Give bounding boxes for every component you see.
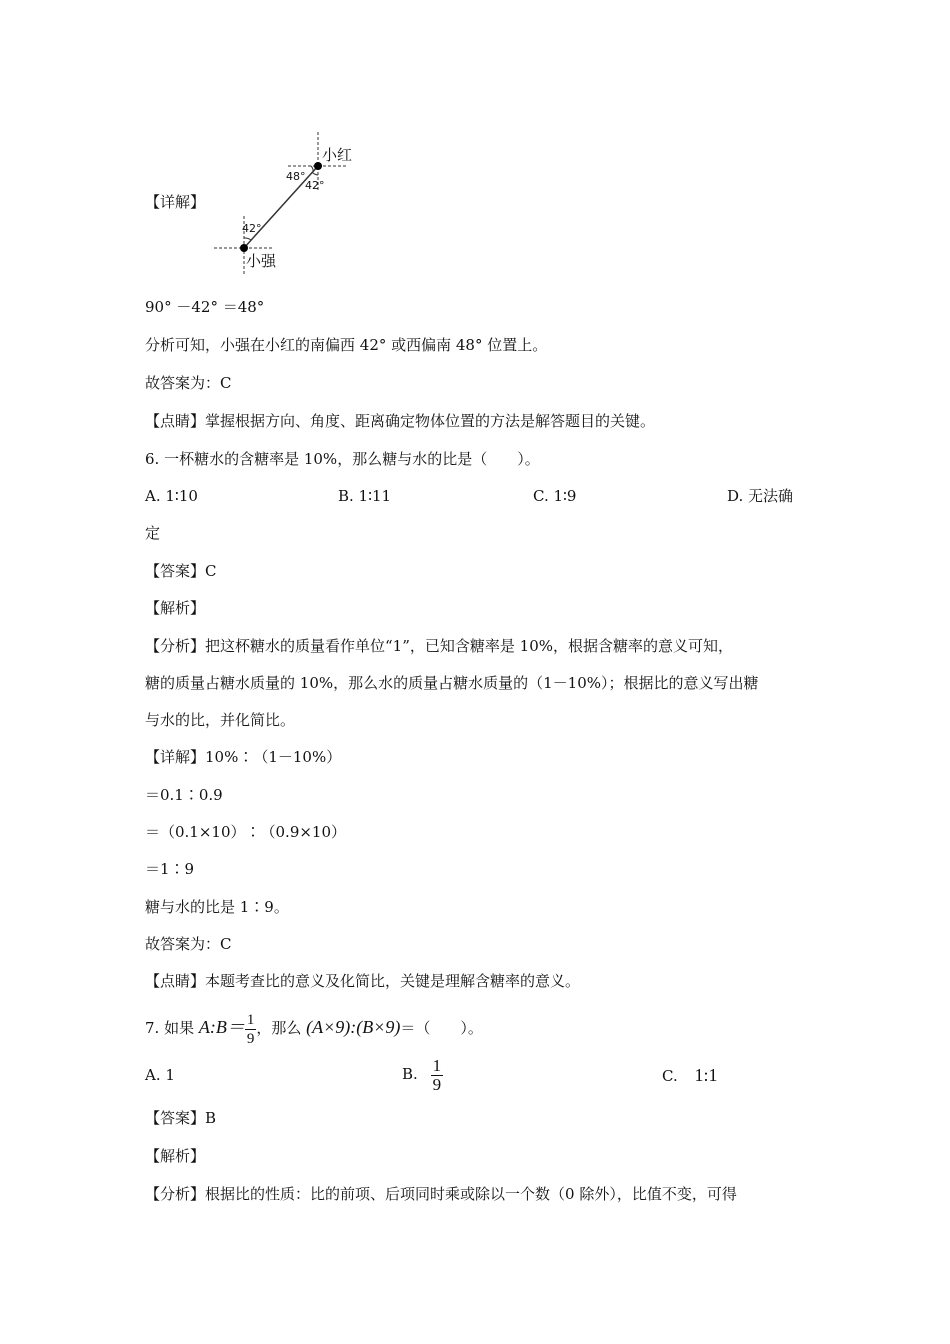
q7-answer: 【答案】B — [145, 1109, 217, 1127]
q6-answer-line: 故答案为：C — [145, 935, 232, 953]
comment: 【点睛】掌握根据方向、角度、距离确定物体位置的方法是解答题目的关键。 — [145, 412, 656, 430]
q7-analysis: 【分析】根据比的性质：比的前项、后项同时乘或除以一个数（0 除外），比值不变，可得 — [145, 1185, 737, 1203]
detail-label: 【详解】 — [145, 193, 206, 211]
q7-fraction-num: 1 — [246, 1011, 255, 1028]
q6-detail-4: ＝1∶9 — [145, 860, 195, 878]
answer-line: 故答案为：C — [145, 374, 232, 392]
q6-comment: 【点睛】本题考查比的意义及化简比，关键是理解含糖率的意义。 — [145, 972, 581, 990]
q7-option-a: A. 1 — [145, 1066, 175, 1084]
analysis-text: 分析可知，小强在小红的南偏西 42° 或西偏南 48° 位置上。 — [145, 336, 548, 354]
q6-option-d: D. 无法确 — [727, 487, 794, 505]
q7-expression: (A×9):(B×9) — [306, 1017, 401, 1037]
angle-arc-top — [311, 166, 313, 172]
q7-stem-prefix: 7. 如果 — [145, 1019, 195, 1037]
q6-option-a: A. 1∶10 — [145, 487, 198, 505]
q6-answer: 【答案】C — [145, 562, 217, 580]
q6-analysis-1: 【分析】把这杯糖水的质量看作单位“1”，已知含糖率是 10%，根据含糖率的意义可知， — [145, 637, 733, 655]
angle-label-42-top: 42° — [305, 179, 325, 192]
label-xiaoqiang: 小强 — [246, 252, 277, 270]
q7-fraction — [245, 1011, 257, 1048]
q7-option-b-fraction — [431, 1057, 444, 1094]
q7-stem — [145, 1005, 483, 1050]
q6-option-b: B. 1∶11 — [338, 487, 392, 505]
q7-stem-mid: ，那么 — [256, 1019, 302, 1037]
angle-label-48: 48° — [286, 170, 306, 183]
q6-detail-2: ＝0.1∶0.9 — [145, 786, 223, 804]
q6-parse-label: 【解析】 — [145, 599, 206, 617]
q6-analysis-3: 与水的比，并化简比。 — [145, 711, 296, 729]
point-xiaoqiang — [240, 244, 248, 252]
q6-analysis-2: 糖的质量占糖水质量的 10%，那么水的质量占糖水质量的（1－10%）；根据比的意义写出糖 — [145, 674, 759, 692]
q7-option-c-value: 1:1 — [694, 1065, 718, 1085]
q7-option-c-label: C. — [662, 1067, 678, 1085]
q6-option-c: C. 1∶9 — [533, 487, 577, 505]
angle-arc-top-2 — [312, 172, 318, 175]
q6-option-d-wrap: 定 — [145, 524, 161, 542]
q7-ratio: A:B＝ — [198, 1017, 245, 1037]
q7-fraction-den: 9 — [246, 1030, 255, 1047]
q6-detail-1: 【详解】10%∶（1－10%） — [145, 748, 342, 766]
calculation: 90° －42° ＝48° — [145, 298, 265, 316]
angle-label-42-bottom: 42° — [242, 222, 262, 235]
q7-option-b-num: 1 — [432, 1055, 442, 1075]
label-xiaohong: 小红 — [322, 146, 353, 164]
q7-option-b-den: 9 — [432, 1074, 442, 1094]
q6-detail-3: ＝（0.1×10）∶（0.9×10） — [145, 823, 347, 841]
q6-conclusion: 糖与水的比是 1∶9。 — [145, 898, 289, 916]
q7-parse-label: 【解析】 — [145, 1147, 206, 1165]
angle-arc-bottom — [244, 238, 251, 240]
q7-option-b — [402, 1052, 443, 1096]
q6-stem: 6. 一杯糖水的含糖率是 10%，那么糖与水的比是（ ）。 — [145, 450, 540, 468]
q7-option-b-label: B. — [402, 1065, 418, 1083]
q7-option-c — [662, 1065, 718, 1086]
point-xiaohong — [314, 162, 322, 170]
q7-stem-suffix: ＝（ ）。 — [400, 1019, 483, 1037]
